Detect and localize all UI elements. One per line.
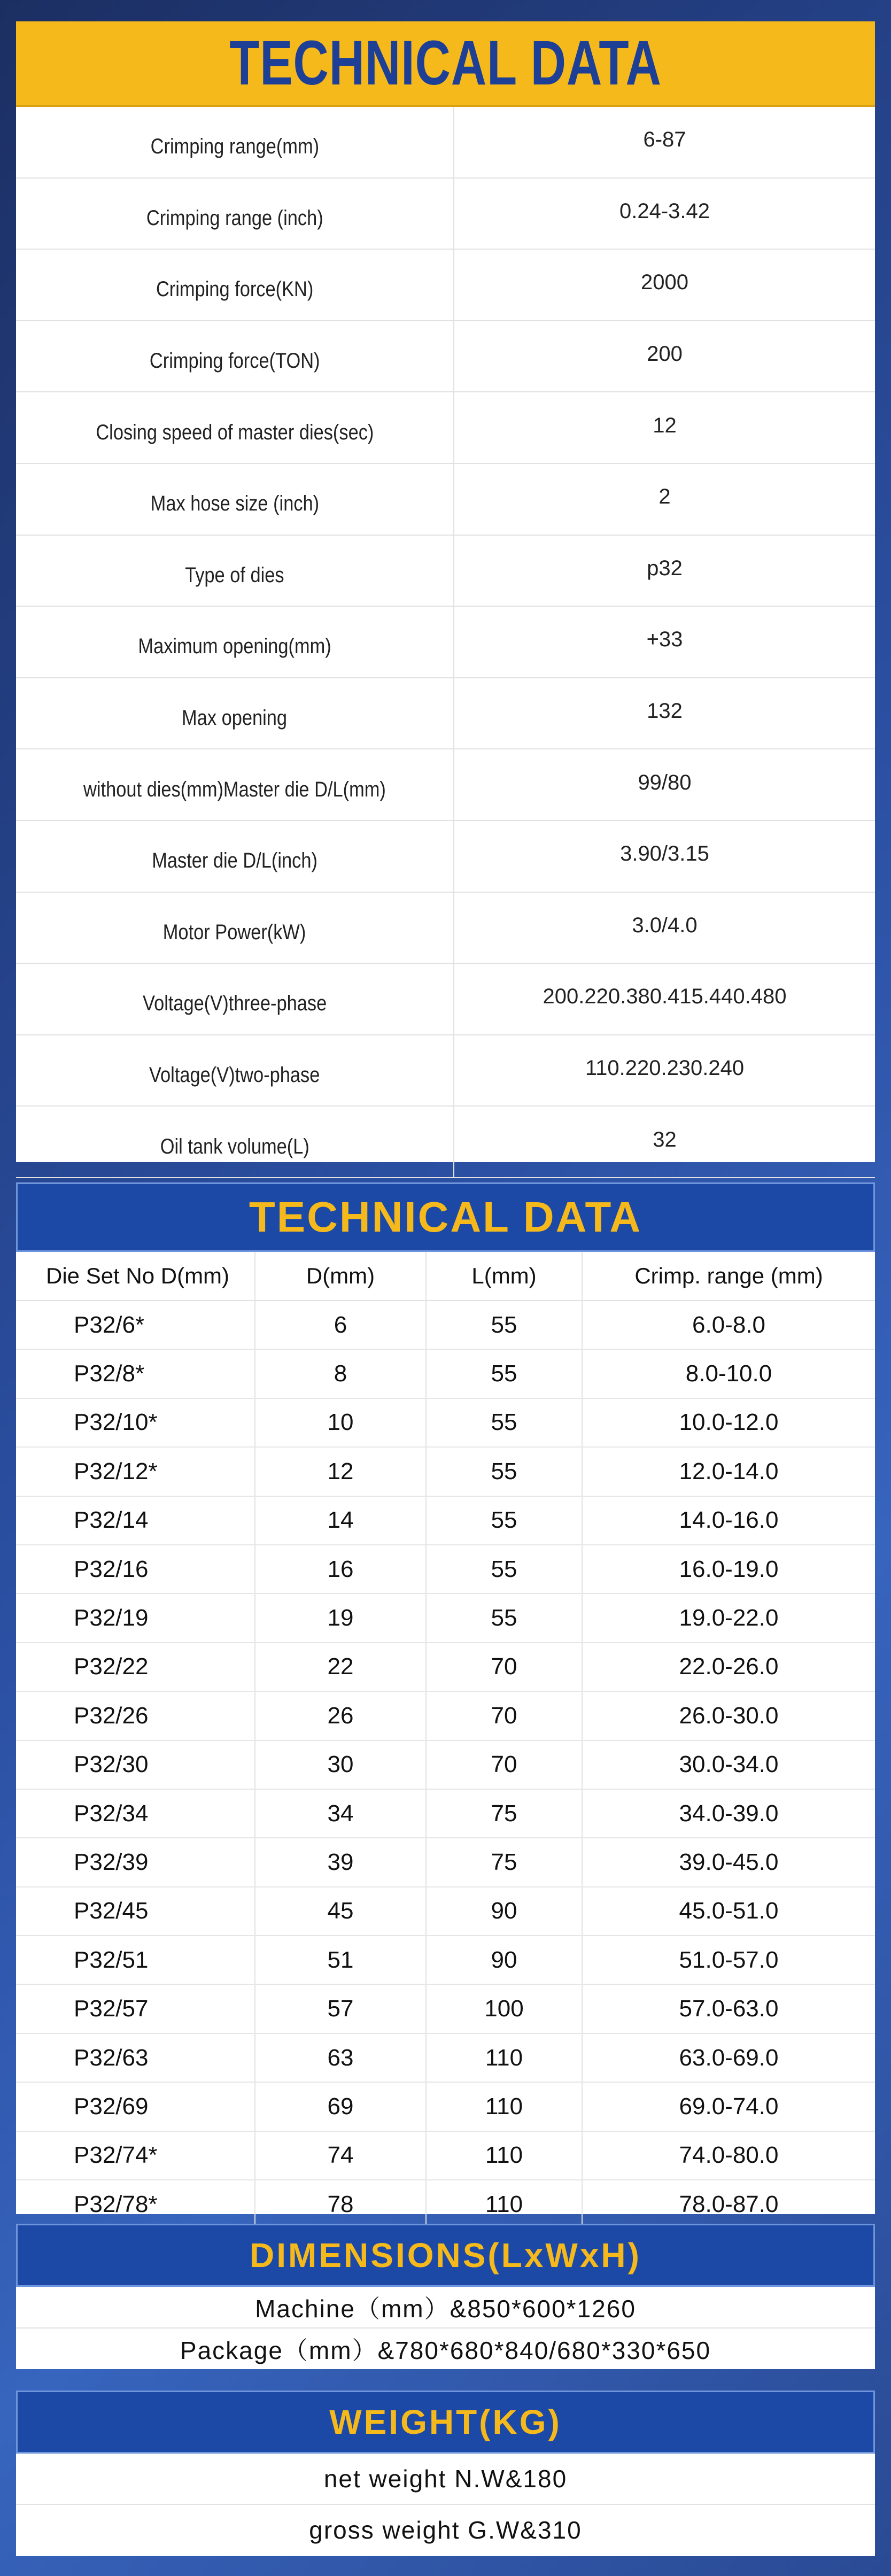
spec-value: 99/80 — [638, 770, 692, 794]
die-d: 51 — [255, 1936, 427, 1984]
die-table-header — [16, 1252, 875, 1301]
die-l: 70 — [427, 1643, 583, 1691]
table-row — [16, 1350, 875, 1398]
spec-label-text: Master die D/L(inch) — [152, 849, 317, 873]
die-l: 110 — [427, 2083, 583, 2130]
table-row — [16, 1692, 875, 1740]
net-weight: net weight N.W&180 — [16, 2454, 875, 2505]
spec-table — [16, 21, 875, 1162]
die-d: 8 — [255, 1350, 427, 1397]
die-d: 12 — [255, 1448, 427, 1495]
die-set-no: P32/74* — [16, 2132, 255, 2179]
die-d: 16 — [255, 1545, 427, 1593]
die-set-no: P32/8* — [16, 1350, 255, 1397]
die-set-no: P32/78* — [16, 2180, 255, 2228]
die-crimp-range: 14.0-16.0 — [679, 1507, 779, 1534]
spec-label-text: without dies(mm)Master die D/L(mm) — [83, 777, 386, 801]
package-dimensions: Package（mm）&780*680*840/680*330*650 — [180, 2337, 711, 2364]
spec-label — [16, 107, 454, 177]
spec-label-text: Max opening — [182, 706, 288, 730]
spec-label — [16, 607, 454, 677]
die-d: 34 — [255, 1790, 427, 1837]
spec-value: +33 — [646, 628, 683, 652]
table-row — [16, 1790, 875, 1838]
spec-row — [16, 321, 875, 393]
table-row — [16, 1838, 875, 1887]
spec-label — [16, 321, 454, 392]
die-set-no: P32/19 — [16, 1594, 255, 1642]
spec-value: 2 — [658, 485, 671, 509]
table-row — [16, 1741, 875, 1790]
table-row — [16, 1497, 875, 1545]
die-l: 110 — [427, 2034, 583, 2082]
table-row — [16, 2132, 875, 2180]
spec-title: TECHNICAL DATA — [111, 21, 780, 105]
spec-row — [16, 749, 875, 821]
die-l: 90 — [427, 1887, 583, 1935]
spec-label — [16, 464, 454, 535]
die-crimp-range: 30.0-34.0 — [679, 1751, 779, 1778]
spec-row — [16, 464, 875, 536]
spec-label — [16, 179, 454, 249]
spec-rows — [16, 107, 875, 1178]
table-row — [16, 1545, 875, 1594]
die-set-no: P32/10* — [16, 1399, 255, 1446]
die-d: 30 — [255, 1741, 427, 1789]
die-l: 110 — [427, 2132, 583, 2179]
die-l: 70 — [427, 1741, 583, 1789]
die-l: 55 — [427, 1545, 583, 1593]
die-d: 14 — [255, 1497, 427, 1544]
die-set-table — [16, 1182, 875, 2217]
table-row — [16, 1448, 875, 1496]
weight-title: WEIGHT(KG) — [16, 2391, 875, 2454]
spec-label — [16, 250, 454, 320]
spec-row — [16, 893, 875, 964]
spec-value: 3.90/3.15 — [620, 842, 709, 866]
die-l: 55 — [427, 1350, 583, 1397]
header-crimp-range: Crimp. range (mm) — [634, 1263, 823, 1288]
table-row — [16, 1594, 875, 1643]
die-l: 75 — [427, 1838, 583, 1886]
die-set-no: P32/30 — [16, 1741, 255, 1789]
spec-label-text: Closing speed of master dies(sec) — [95, 420, 374, 444]
spec-row — [16, 536, 875, 607]
spec-label — [16, 964, 454, 1034]
weight-box — [16, 2391, 875, 2556]
spec-label-text: Type of dies — [185, 563, 284, 587]
spec-label-text: Max hose size (inch) — [150, 492, 319, 516]
die-d: 63 — [255, 2034, 427, 2082]
spec-label-text: Crimping range(mm) — [150, 135, 319, 159]
die-set-no: P32/14 — [16, 1497, 255, 1544]
spec-label-text: Voltage(V)two-phase — [149, 1063, 320, 1087]
spec-row — [16, 1035, 875, 1107]
die-d: 39 — [255, 1838, 427, 1886]
die-d: 19 — [255, 1594, 427, 1642]
die-set-no: P32/16 — [16, 1545, 255, 1593]
spec-label-text: Crimping force(KN) — [156, 277, 314, 301]
spec-label-text: Crimping force(TON) — [149, 349, 320, 373]
die-l: 70 — [427, 1692, 583, 1739]
die-l: 55 — [427, 1594, 583, 1642]
spec-label-text: Oil tank volume(L) — [160, 1134, 309, 1158]
table-row — [16, 2034, 875, 2083]
die-set-no: P32/12* — [16, 1448, 255, 1495]
spec-value: 3.0/4.0 — [632, 913, 698, 937]
spec-label-text: Crimping range (inch) — [146, 206, 323, 230]
die-crimp-range: 45.0-51.0 — [679, 1898, 779, 1924]
die-crimp-range: 39.0-45.0 — [679, 1848, 779, 1875]
spec-header-bar — [16, 21, 875, 107]
die-crimp-range: 10.0-12.0 — [679, 1409, 779, 1436]
spec-label — [16, 821, 454, 892]
die-crimp-range: 51.0-57.0 — [679, 1946, 779, 1973]
table-row — [16, 2083, 875, 2131]
die-d: 45 — [255, 1887, 427, 1935]
header-d-mm: D(mm) — [255, 1252, 427, 1300]
die-set-no: P32/39 — [16, 1838, 255, 1886]
spec-row — [16, 392, 875, 464]
spec-value: 12 — [653, 413, 677, 437]
spec-value: 32 — [653, 1127, 677, 1151]
spec-value: 200.220.380.415.440.480 — [543, 985, 787, 1009]
die-crimp-range: 16.0-19.0 — [679, 1556, 779, 1582]
dimensions-box — [16, 2224, 875, 2369]
spec-value: 110.220.230.240 — [585, 1056, 745, 1080]
die-set-no: P32/51 — [16, 1936, 255, 1984]
die-d: 57 — [255, 1985, 427, 2032]
table-row — [16, 1887, 875, 1936]
die-crimp-range: 22.0-26.0 — [679, 1653, 779, 1680]
die-set-no: P32/34 — [16, 1790, 255, 1837]
die-crimp-range: 69.0-74.0 — [679, 2093, 779, 2119]
spec-row — [16, 179, 875, 250]
spec-value: 200 — [647, 342, 683, 366]
die-rows — [16, 1301, 875, 2229]
die-set-no: P32/45 — [16, 1887, 255, 1935]
die-l: 55 — [427, 1301, 583, 1349]
header-l-mm: L(mm) — [427, 1252, 583, 1300]
die-d: 10 — [255, 1399, 427, 1446]
spec-label — [16, 1107, 454, 1177]
spec-label — [16, 536, 454, 606]
die-crimp-range: 19.0-22.0 — [679, 1605, 779, 1631]
spec-row — [16, 678, 875, 750]
spec-value: 6-87 — [643, 128, 686, 152]
die-crimp-range: 12.0-14.0 — [679, 1458, 779, 1484]
die-d: 74 — [255, 2132, 427, 2179]
spec-label — [16, 392, 454, 463]
die-l: 55 — [427, 1497, 583, 1544]
spec-label-text: Voltage(V)three-phase — [142, 992, 327, 1016]
table-row — [16, 1936, 875, 1985]
die-d: 69 — [255, 2083, 427, 2130]
spec-row — [16, 1107, 875, 1178]
die-table-title: TECHNICAL DATA — [16, 1182, 875, 1252]
die-l: 100 — [427, 1985, 583, 2032]
dimensions-title: DIMENSIONS(LxWxH) — [16, 2224, 875, 2287]
die-set-no: P32/22 — [16, 1643, 255, 1691]
die-crimp-range: 6.0-8.0 — [692, 1311, 765, 1338]
die-crimp-range: 34.0-39.0 — [679, 1800, 779, 1827]
die-l: 55 — [427, 1448, 583, 1495]
die-set-no: P32/63 — [16, 2034, 255, 2082]
spec-value: 132 — [647, 699, 683, 723]
table-row — [16, 1985, 875, 2033]
die-l: 110 — [427, 2180, 583, 2228]
die-crimp-range: 26.0-30.0 — [679, 1702, 779, 1729]
machine-dimensions: Machine（mm）&850*600*1260 — [16, 2287, 875, 2329]
table-row — [16, 2180, 875, 2229]
gross-weight: gross weight G.W&310 — [309, 2516, 582, 2544]
spec-row — [16, 821, 875, 893]
die-set-no: P32/57 — [16, 1985, 255, 2032]
spec-value: 0.24-3.42 — [619, 199, 710, 223]
spec-row — [16, 964, 875, 1035]
table-row — [16, 1399, 875, 1448]
die-d: 78 — [255, 2180, 427, 2228]
spec-row — [16, 107, 875, 179]
spec-row — [16, 607, 875, 678]
die-crimp-range: 57.0-63.0 — [679, 1995, 779, 2022]
die-l: 55 — [427, 1399, 583, 1446]
die-crimp-range: 78.0-87.0 — [679, 2191, 779, 2217]
table-row — [16, 1643, 875, 1692]
die-crimp-range: 8.0-10.0 — [685, 1360, 772, 1387]
die-l: 90 — [427, 1936, 583, 1984]
die-crimp-range: 74.0-80.0 — [679, 2142, 779, 2169]
die-d: 26 — [255, 1692, 427, 1739]
die-d: 22 — [255, 1643, 427, 1691]
table-row — [16, 1301, 875, 1350]
spec-label — [16, 893, 454, 963]
header-die-set-no: Die Set No D(mm) — [16, 1252, 255, 1300]
die-set-no: P32/69 — [16, 2083, 255, 2130]
die-set-no: P32/26 — [16, 1692, 255, 1739]
spec-label-text: Motor Power(kW) — [163, 920, 306, 944]
spec-label — [16, 678, 454, 749]
spec-value: 2000 — [641, 270, 688, 295]
die-d: 6 — [255, 1301, 427, 1349]
spec-label — [16, 749, 454, 820]
die-crimp-range: 63.0-69.0 — [679, 2044, 779, 2071]
spec-row — [16, 250, 875, 321]
spec-label-text: Maximum opening(mm) — [138, 635, 331, 659]
spec-label — [16, 1035, 454, 1106]
die-l: 75 — [427, 1790, 583, 1837]
spec-value: p32 — [647, 556, 683, 580]
die-set-no: P32/6* — [16, 1301, 255, 1349]
